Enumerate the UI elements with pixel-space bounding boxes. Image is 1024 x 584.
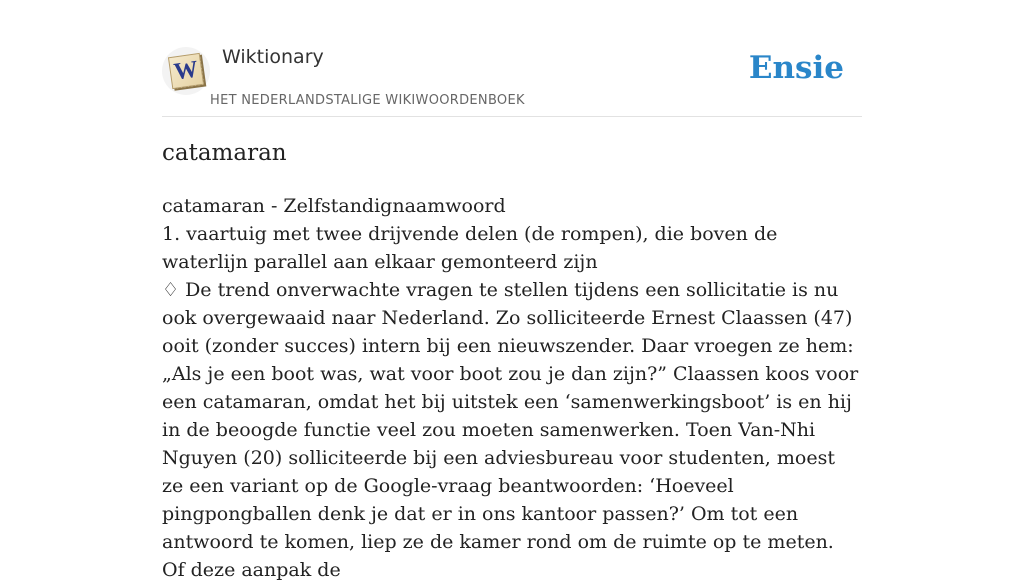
wiktionary-logo-icon (168, 53, 204, 89)
definition: 1. vaartuig met twee drijvende delen (de rompen), die boven de waterlijn parallel aan elkaar gemonteerd zijn (162, 223, 778, 273)
site-header (162, 0, 862, 117)
entry-content (162, 192, 862, 584)
main-container (162, 0, 862, 581)
wiktionary-logo[interactable] (162, 47, 210, 95)
site-tagline: HET NEDERLANDSTALIGE WIKIWOORDENBOEK (210, 93, 525, 108)
word-type-line: catamaran - Zelfstandignaamwoord (162, 195, 506, 217)
example-text: ♢ De trend onverwachte vragen te stellen tijdens een sollicitatie is nu ook overgewaaid naar Nederland. Zo solliciteerde Ernest Claassen (47) ooit (zonder succes) intern bij een nieuwszender. Daar vroegen ze hem: „Als je een boot was, wat voor boot zou je dan zijn?” Claassen koos voor een catamaran, omdat het bij uitstek een ‘samenwerkingsboot’ is en hij in de beoogde functie veel zou moeten samenwerken. Toen Van-Nhi Nguyen (20) solliciteerde bij een adviesbureau voor studenten, moest ze een variant op de Google-vraag beantwoorden: ‘Hoeveel pingpongballen denk je dat er in ons kantoor passen?’ Om tot een antwoord te komen, liep ze de kamer rond om de ruimte op te meten. Of deze aanpak de (162, 279, 859, 581)
page-title: catamaran (162, 140, 287, 166)
ensie-brand-link[interactable]: Ensie (748, 50, 844, 86)
logo-letter: W (172, 56, 200, 86)
site-name[interactable]: Wiktionary (222, 46, 324, 68)
